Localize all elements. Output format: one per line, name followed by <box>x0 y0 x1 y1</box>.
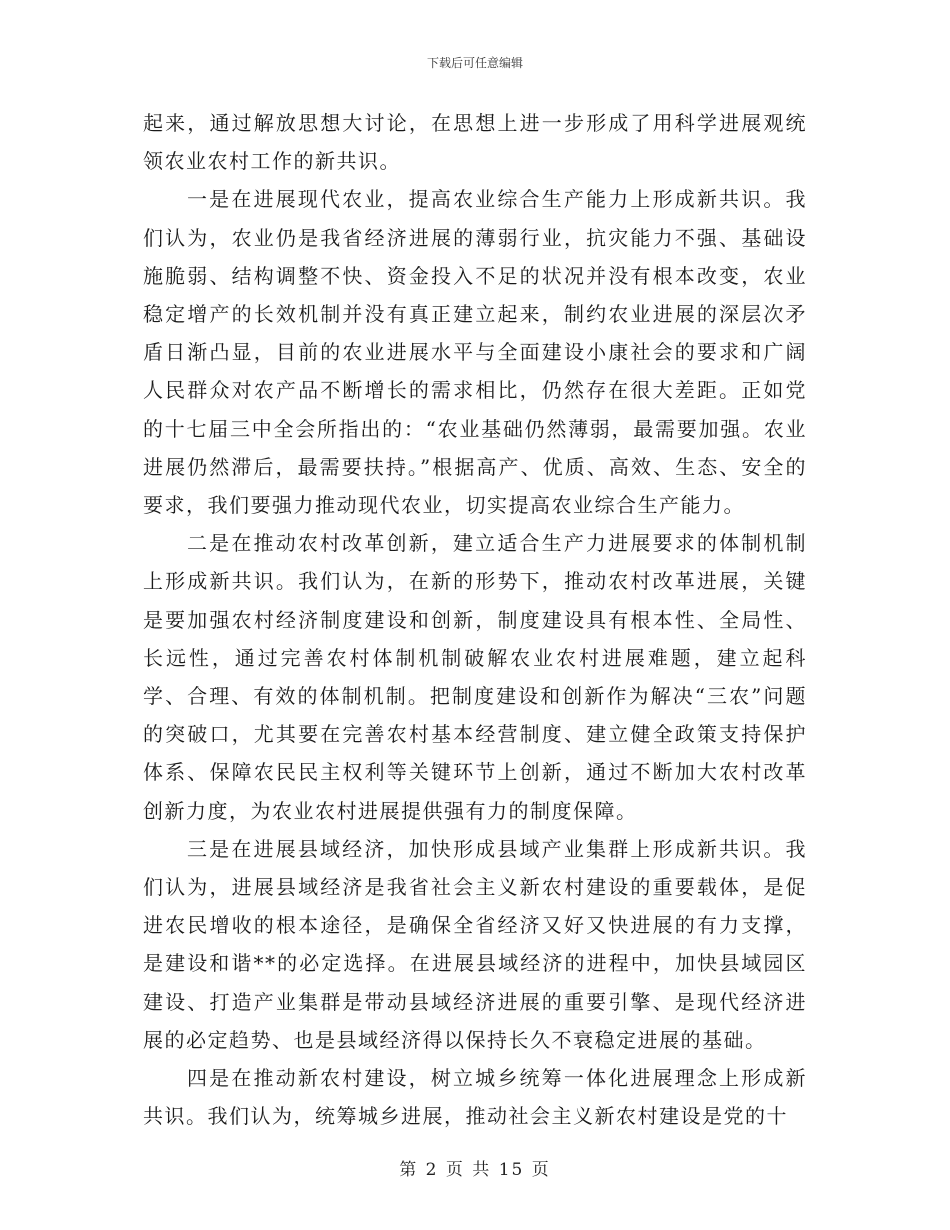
paragraph-consensus-4: 四是在推动新农村建设，树立城乡统筹一体化进展理念上形成新共识。我们认为，统筹城乡进展，推动社会主义新农村建设是党的十 <box>143 1066 807 1129</box>
paragraph-consensus-3: 三是在进展县域经济，加快形成县域产业集群上形成新共识。我们认为，进展县域经济是我省社会主义新农村建设的重要载体，是促进农民增收的根本途径，是确保全省经济又好又快进展的有力支撑，是建设和谐**的必定选择。在进展县域经济的进程中，加快县域园区建设、打造产业集群是带动县域经济进展的重要引擎、是现代经济进展的必定趋势、也是县域经济得以保持长久不衰稳定进展的基础。 <box>143 836 807 1052</box>
paragraph-continuation: 起来，通过解放思想大讨论，在思想上进一步形成了用科学进展观统领农业农村工作的新共识。 <box>143 111 807 174</box>
page-number: 第 2 页 共 15 页 <box>399 1160 551 1180</box>
document-body <box>143 104 807 1135</box>
paragraph-consensus-2: 二是在推动农村改革创新，建立适合生产力进展要求的体制机制上形成新共识。我们认为，在新的形势下，推动农村改革进展，关键是要加强农村经济制度建设和创新，制度建设具有根本性、全局性、长远性，通过完善农村体制机制破解农业农村进展难题，建立起科学、合理、有效的体制机制。把制度建设和创新作为解决“三农”问题的突破口，尤其要在完善农村基本经营制度、建立健全政策支持保护体系、保障农民民主权利等关键环节上创新，通过不断加大农村改革创新力度，为农业农村进展提供强有力的制度保障。 <box>143 531 807 823</box>
page-header-note: 下载后可任意编辑 <box>426 56 523 70</box>
paragraph-consensus-1: 一是在进展现代农业，提高农业综合生产能力上形成新共识。我们认为，农业仍是我省经济进展的薄弱行业，抗灾能力不强、基础设施脆弱、结构调整不快、资金投入不足的状况并没有根本改变，农业稳定增产的长效机制并没有真正建立起来，制约农业进展的深层次矛盾日渐凸显，目前的农业进展水平与全面建设小康社会的要求和广阔人民群众对农产品不断增长的需求相比，仍然存在很大差距。正如党的十七届三中全会所指出的：“农业基础仍然薄弱，最需要加强。农业进展仍然滞后，最需要扶持。”根据高产、优质、高效、生态、安全的要求，我们要强力推动现代农业，切实提高农业综合生产能力。 <box>143 187 807 518</box>
